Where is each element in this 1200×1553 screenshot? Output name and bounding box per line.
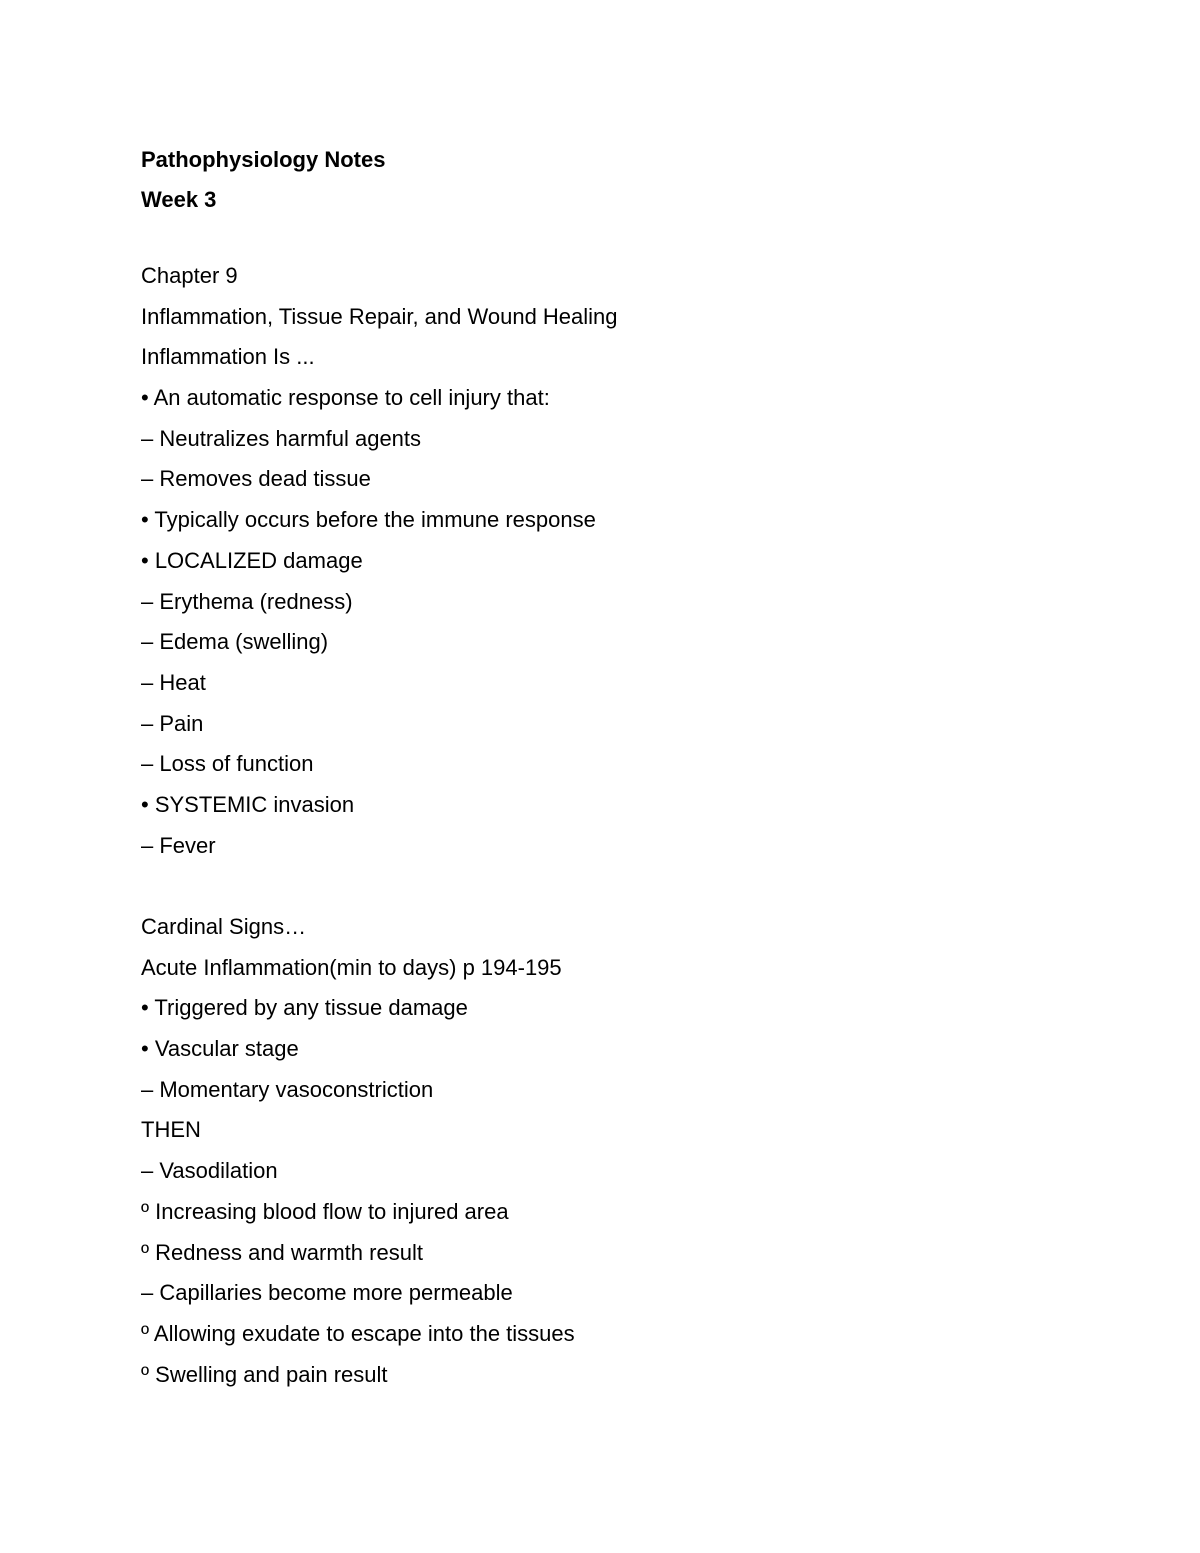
bullet-line: • SYSTEMIC invasion (141, 791, 355, 817)
sub-bullet-line: – Neutralizes harmful agents (141, 425, 422, 451)
bullet-line: • Triggered by any tissue damage (141, 995, 468, 1021)
bullet-line: • LOCALIZED damage (141, 547, 363, 573)
note-line: Acute Inflammation(min to days) p 194-195 (141, 954, 562, 980)
sub-bullet-line: – Loss of function (141, 751, 314, 777)
blank-line (141, 866, 618, 907)
chapter-title: Inflammation, Tissue Repair, and Wound Healing (141, 303, 618, 329)
sub-bullet-line: – Edema (swelling) (141, 629, 329, 655)
bullet-line: • Typically occurs before the immune response (141, 507, 596, 533)
note-line: THEN (141, 1117, 201, 1143)
section-heading: Cardinal Signs… (141, 914, 307, 939)
document-subtitle: Week 3 (141, 187, 217, 212)
detail-line: º Redness and warmth result (141, 1239, 423, 1265)
sub-bullet-line: – Fever (141, 832, 216, 858)
sub-bullet-line: – Removes dead tissue (141, 466, 371, 492)
title-block (141, 140, 385, 220)
sub-bullet-line: – Momentary vasoconstriction (141, 1076, 434, 1102)
bullet-line: • Vascular stage (141, 1036, 299, 1062)
notes-body (141, 256, 618, 1395)
sub-bullet-line: – Erythema (redness) (141, 588, 353, 614)
sub-bullet-line: – Heat (141, 669, 206, 695)
sub-bullet-line: – Vasodilation (141, 1158, 278, 1184)
sub-bullet-line: – Capillaries become more permeable (141, 1280, 513, 1306)
detail-line: º Swelling and pain result (141, 1361, 388, 1387)
bullet-line: • An automatic response to cell injury that: (141, 385, 550, 411)
sub-bullet-line: – Pain (141, 710, 204, 736)
note-line: Inflammation Is ... (141, 344, 315, 370)
detail-line: º Allowing exudate to escape into the tissues (141, 1320, 575, 1346)
document-title: Pathophysiology Notes (141, 147, 386, 172)
chapter-heading: Chapter 9 (141, 263, 238, 288)
detail-line: º Increasing blood flow to injured area (141, 1198, 509, 1224)
